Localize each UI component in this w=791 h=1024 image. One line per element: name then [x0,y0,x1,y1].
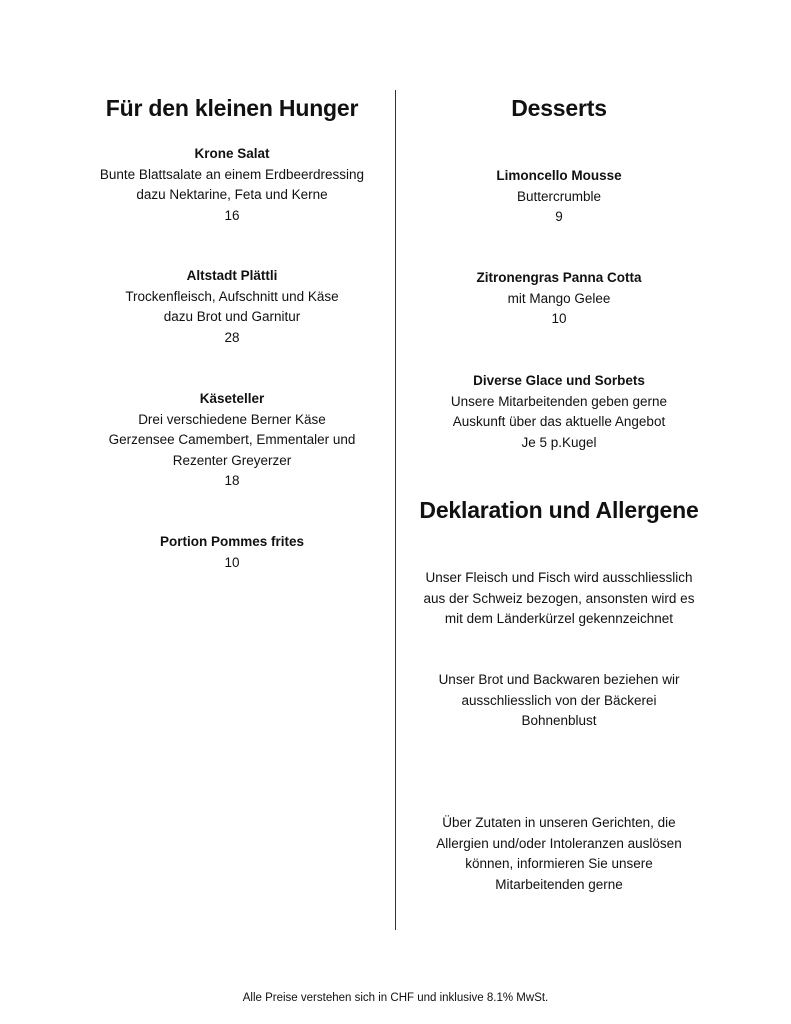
item-name: Krone Salat [194,146,270,161]
note-line: Bohnenblust [521,713,597,728]
item-price: 16 [224,207,240,223]
menu-item-altstadt-plaettli [72,266,392,348]
item-description: Unsere Mitarbeitenden geben gerne [450,393,668,409]
note-line: Unser Fleisch und Fisch wird ausschliesslich [425,570,693,585]
menu-item-panna-cotta [400,268,718,330]
item-price: Je 5 p.Kugel [521,434,597,450]
column-divider [395,90,396,930]
item-name: Altstadt Plättli [186,268,278,283]
left-column [72,0,392,1024]
item-description: Buttercrumble [516,188,602,204]
section-title-small-hunger: Für den kleinen Hunger [105,95,359,121]
item-price: 18 [224,473,240,488]
item-name: Diverse Glace und Sorbets [473,373,645,388]
note-line: Über Zutaten in unseren Gerichten, die [442,815,676,830]
item-description: Bunte Blattsalate an einem Erdbeerdressing [99,166,365,182]
item-price: 9 [555,209,563,224]
right-column [400,0,718,1024]
note-bread-supplier [400,670,718,732]
menu-item-krone-salat [72,144,392,226]
menu-item-limoncello-mousse [400,166,718,228]
item-description: Trockenfleisch, Aufschnitt und Käse [125,288,339,304]
note-line: können, informieren Sie unsere [465,856,653,871]
note-line: mit dem Länderkürzel gekennzeichnet [444,611,674,626]
note-allergens [400,813,718,895]
menu-item-glace-sorbets [400,371,718,453]
item-name: Portion Pommes frites [159,534,305,549]
note-line: Mitarbeitenden gerne [495,876,623,892]
menu-item-pommes-frites [72,532,392,573]
note-line: ausschliesslich von der Bäckerei [461,692,657,708]
note-line: Unser Brot und Backwaren beziehen wir [438,672,680,687]
note-line: Allergien und/oder Intoleranzen auslösen [436,835,682,851]
item-description: Drei verschiedene Berner Käse [138,411,326,427]
note-line: aus der Schweiz bezogen, ansonsten wird es [423,590,695,606]
item-name: Limoncello Mousse [496,168,622,183]
item-name: Käseteller [199,391,265,406]
price-footnote: Alle Preise verstehen sich in CHF und inklusive 8.1% MwSt. [242,992,549,1004]
note-meat-origin [400,568,718,630]
item-description: mit Mango Gelee [507,290,611,306]
item-price: 10 [224,554,240,570]
section-title-declaration: Deklaration und Allergene [419,497,699,523]
menu-item-kaeseteller [72,389,392,492]
item-description: dazu Nektarine, Feta und Kerne [136,187,328,202]
item-description: Gerzensee Camembert, Emmentaler und [108,432,356,447]
item-price: 10 [551,311,567,326]
item-description: Auskunft über das aktuelle Angebot [452,414,666,429]
item-price: 28 [224,329,240,345]
item-description: Rezenter Greyerzer [172,452,292,468]
item-name: Zitronengras Panna Cotta [476,270,642,285]
item-description: dazu Brot und Garnitur [163,309,301,324]
section-title-desserts: Desserts [511,95,607,121]
